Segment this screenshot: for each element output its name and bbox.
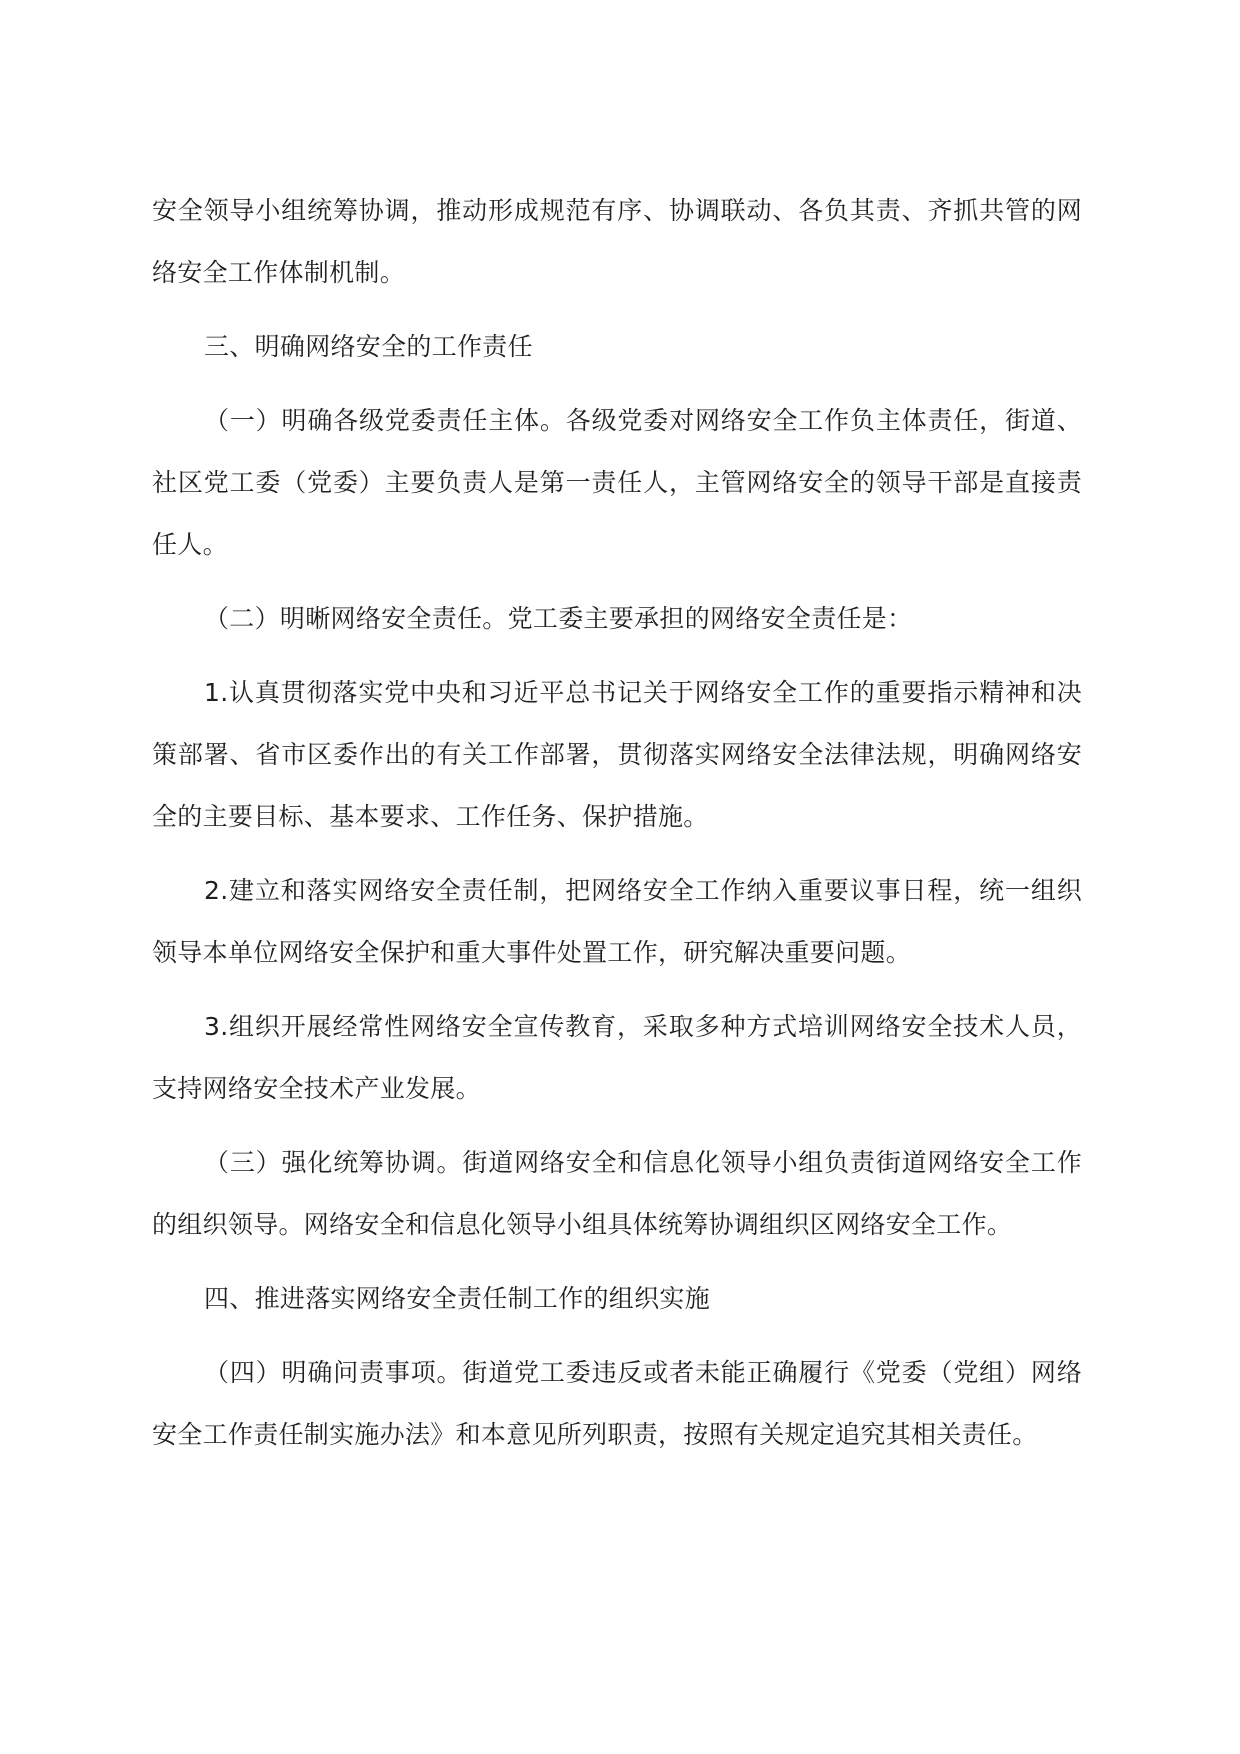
paragraph-continuation: 安全领导小组统筹协调，推动形成规范有序、协调联动、各负其责、齐抓共管的网络安全工作体制机制。 bbox=[152, 196, 1082, 287]
paragraph-subsection-three: （三）强化统筹协调。街道网络安全和信息化领导小组负责街道网络安全工作的组织领导。网络安全和信息化领导小组具体统筹协调组织区网络安全工作。 bbox=[152, 1148, 1082, 1239]
list-item-1: 1.认真贯彻落实党中央和习近平总书记关于网络安全工作的重要指示精神和决策部署、省市区委作出的有关工作部署，贯彻落实网络安全法律法规，明确网络安全的主要目标、基本要求、工作任务、保护措施。 bbox=[152, 678, 1082, 831]
paragraph-subsection-one: （一）明确各级党委责任主体。各级党委对网络安全工作负主体责任，街道、社区党工委（党委）主要负责人是第一责任人，主管网络安全的领导干部是直接责任人。 bbox=[152, 406, 1082, 559]
paragraph-subsection-two: （二）明晰网络安全责任。党工委主要承担的网络安全责任是： bbox=[204, 604, 913, 633]
section-heading-four: 四、推进落实网络安全责任制工作的组织实施 bbox=[204, 1284, 711, 1313]
list-item-2: 2.建立和落实网络安全责任制，把网络安全工作纳入重要议事日程，统一组织领导本单位网络安全保护和重大事件处置工作，研究解决重要问题。 bbox=[152, 876, 1082, 967]
section-heading-three: 三、明确网络安全的工作责任 bbox=[204, 332, 533, 361]
list-item-3: 3.组织开展经常性网络安全宣传教育，采取多种方式培训网络安全技术人员，支持网络安全技术产业发展。 bbox=[152, 1012, 1082, 1103]
document-body bbox=[152, 180, 1082, 1478]
paragraph-subsection-four: （四）明确问责事项。街道党工委违反或者未能正确履行《党委（党组）网络安全工作责任制实施办法》和本意见所列职责，按照有关规定追究其相关责任。 bbox=[152, 1358, 1082, 1449]
